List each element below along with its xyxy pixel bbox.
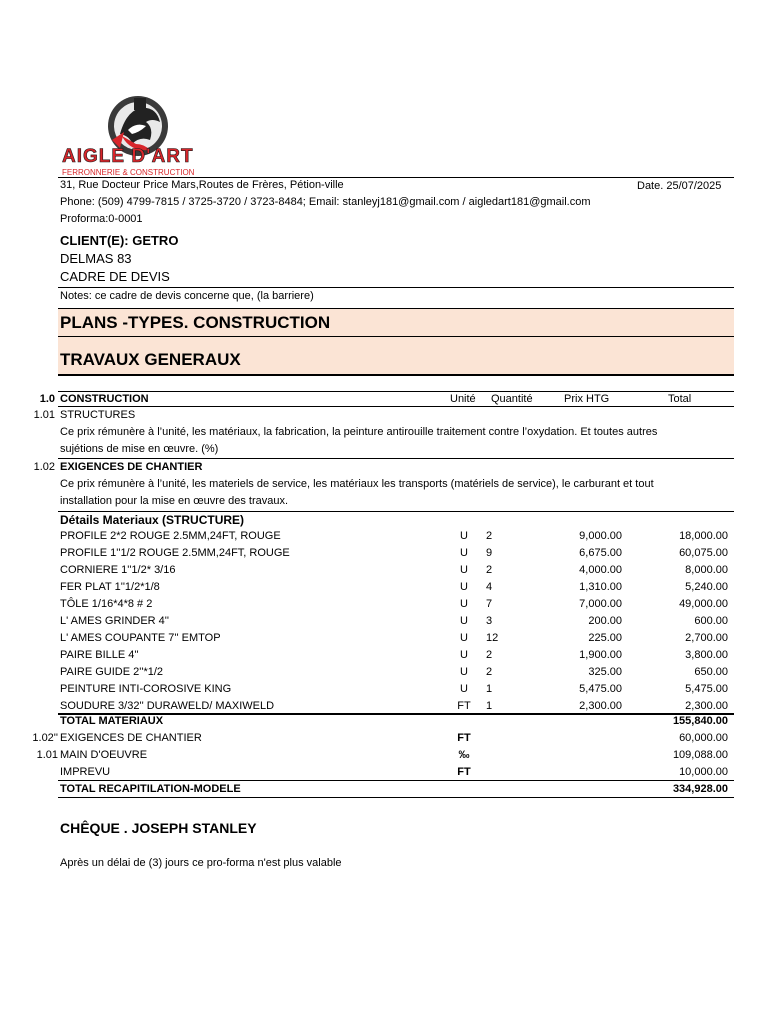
- recap-total-label: TOTAL RECAPITILATION-MODELE: [60, 783, 241, 795]
- header-unit: Unité: [450, 393, 476, 405]
- cheque-payee: CHÊQUE . JOSEPH STANLEY: [60, 820, 257, 836]
- item-qty: 1: [486, 700, 493, 712]
- item-total: 60,075.00: [679, 547, 728, 559]
- header-total: Total: [668, 393, 692, 405]
- proforma-number: Proforma:0-0001: [60, 213, 143, 225]
- item-unit: U: [460, 581, 468, 593]
- imprevu-total: 10,000.00: [679, 766, 728, 778]
- main-oeuvre-number: 1.01: [36, 749, 58, 761]
- structures-number: 1.01: [33, 409, 55, 421]
- item-unit: U: [460, 666, 468, 678]
- structures-title: STRUCTURES: [60, 409, 136, 421]
- item-qty: 1: [486, 683, 493, 695]
- divider: [58, 780, 734, 781]
- client-location: DELMAS 83: [60, 251, 132, 266]
- item-price: 5,475.00: [579, 683, 622, 695]
- item-qty: 3: [486, 615, 493, 627]
- main-oeuvre-label: MAIN D'OEUVRE: [60, 749, 148, 761]
- notes: Notes: ce cadre de devis concerne que, (la barriere): [60, 290, 314, 302]
- imprevu-unit: FT: [457, 766, 471, 778]
- exigences-number: 1.02: [33, 461, 55, 473]
- item-price: 1,900.00: [579, 649, 622, 661]
- item-unit: FT: [457, 700, 471, 712]
- divider: [58, 458, 734, 459]
- exigences-summary-total: 60,000.00: [679, 732, 728, 744]
- document-date: Date. 25/07/2025: [637, 180, 722, 192]
- item-unit: U: [460, 564, 468, 576]
- item-unit: U: [460, 530, 468, 542]
- item-total: 18,000.00: [679, 530, 728, 542]
- divider: [58, 177, 734, 178]
- item-total: 8,000.00: [685, 564, 728, 576]
- item-desc: CORNIERE 1''1/2* 3/16: [60, 564, 176, 576]
- logo-name: AIGLE D'ART: [62, 146, 194, 167]
- item-desc: SOUDURE 3/32'' DURAWELD/ MAXIWELD: [60, 700, 275, 712]
- divider: [58, 391, 734, 392]
- item-price: 1,310.00: [579, 581, 622, 593]
- item-unit: U: [460, 683, 468, 695]
- company-logo: [60, 92, 216, 178]
- item-desc: PEINTURE INTI-COROSIVE KING: [60, 683, 232, 695]
- item-desc: PROFILE 2*2 ROUGE 2.5MM,24FT, ROUGE: [60, 530, 281, 542]
- company-address: 31, Rue Docteur Price Mars,Routes de Frères, Pétion-ville: [60, 179, 344, 191]
- item-price: 6,675.00: [579, 547, 622, 559]
- item-total: 5,240.00: [685, 581, 728, 593]
- item-unit: U: [460, 598, 468, 610]
- total-materiaux-value: 155,840.00: [672, 715, 728, 727]
- exigences-description-cont: installation pour la mise en œuvre des travaux.: [60, 495, 289, 507]
- client-name: CLIENT(E): GETRO: [60, 233, 179, 248]
- item-qty: 2: [486, 564, 493, 576]
- exigences-summary-number: 1.02'': [32, 732, 58, 744]
- item-unit: U: [460, 547, 468, 559]
- document-type: CADRE DE DEVIS: [60, 269, 170, 284]
- band-travaux-generaux-title: TRAVAUX GENERAUX: [60, 350, 241, 369]
- item-price: 7,000.00: [579, 598, 622, 610]
- item-qty: 4: [486, 581, 493, 593]
- item-price: 4,000.00: [579, 564, 622, 576]
- header-price: Prix HTG: [564, 393, 610, 405]
- header-quantity: Quantité: [491, 393, 533, 405]
- recap-total-value: 334,928.00: [672, 783, 728, 795]
- item-unit: U: [460, 615, 468, 627]
- item-qty: 12: [486, 632, 499, 644]
- item-desc: PROFILE 1''1/2 ROUGE 2.5MM,24FT, ROUGE: [60, 547, 290, 559]
- logo-subtitle: FERRONNERIE & CONSTRUCTION: [62, 168, 195, 177]
- section-number: 1.0: [39, 393, 55, 405]
- item-total: 650.00: [694, 666, 728, 678]
- item-total: 5,475.00: [685, 683, 728, 695]
- item-desc: FER PLAT 1''1/2*1/8: [60, 581, 160, 593]
- validity-note: Après un délai de (3) jours ce pro-forma n'est plus valable: [60, 857, 342, 869]
- divider: [58, 511, 734, 512]
- item-total: 2,300.00: [685, 700, 728, 712]
- main-oeuvre-total: 109,088.00: [672, 749, 728, 761]
- divider: [58, 406, 734, 407]
- header-construction: CONSTRUCTION: [60, 393, 149, 405]
- item-price: 225.00: [588, 632, 622, 644]
- item-desc: TÔLE 1/16*4*8 # 2: [60, 598, 153, 610]
- item-qty: 9: [486, 547, 493, 559]
- exigences-summary-unit: FT: [457, 732, 471, 744]
- item-qty: 2: [486, 530, 493, 542]
- details-title: Détails Materiaux (STRUCTURE): [60, 513, 245, 527]
- total-materiaux-label: TOTAL MATERIAUX: [60, 715, 164, 727]
- item-desc: L' AMES GRINDER 4'': [60, 615, 169, 627]
- band-plans-types-title: PLANS -TYPES. CONSTRUCTION: [60, 313, 331, 332]
- divider: [58, 797, 734, 798]
- item-price: 325.00: [588, 666, 622, 678]
- item-desc: L' AMES COUPANTE 7'' EMTOP: [60, 632, 221, 644]
- item-total: 600.00: [694, 615, 728, 627]
- structures-description: Ce prix rémunère à l’unité, les matériaux, la fabrication, la peinture antirouille traitement contre l’oxydation. Et toutes autres: [60, 426, 658, 438]
- item-total: 49,000.00: [679, 598, 728, 610]
- exigences-description: Ce prix rémunère à l’unité, les materiels de service, les matériaux les transports (matériels de service), le carburant et tout: [60, 478, 654, 490]
- item-desc: PAIRE GUIDE 2''*1/2: [60, 666, 164, 678]
- imprevu-label: IMPREVU: [60, 766, 111, 778]
- item-price: 9,000.00: [579, 530, 622, 542]
- item-qty: 2: [486, 666, 493, 678]
- structures-description-cont: sujétions de mise en œuvre. (%): [60, 443, 219, 455]
- item-total: 2,700.00: [685, 632, 728, 644]
- item-qty: 7: [486, 598, 493, 610]
- divider: [58, 287, 734, 288]
- item-desc: PAIRE BILLE 4'': [60, 649, 139, 661]
- item-total: 3,800.00: [685, 649, 728, 661]
- exigences-title: EXIGENCES DE CHANTIER: [60, 461, 203, 473]
- main-oeuvre-unit: ‰: [458, 749, 470, 761]
- item-unit: U: [460, 632, 468, 644]
- item-price: 2,300.00: [579, 700, 622, 712]
- item-qty: 2: [486, 649, 493, 661]
- company-contact: Phone: (509) 4799-7815 / 3725-3720 / 3723-8484; Email: stanleyj181@gmail.com / aigledart181@gmail.com: [60, 196, 591, 208]
- item-price: 200.00: [588, 615, 622, 627]
- item-unit: U: [460, 649, 468, 661]
- exigences-summary-label: EXIGENCES DE CHANTIER: [60, 732, 202, 744]
